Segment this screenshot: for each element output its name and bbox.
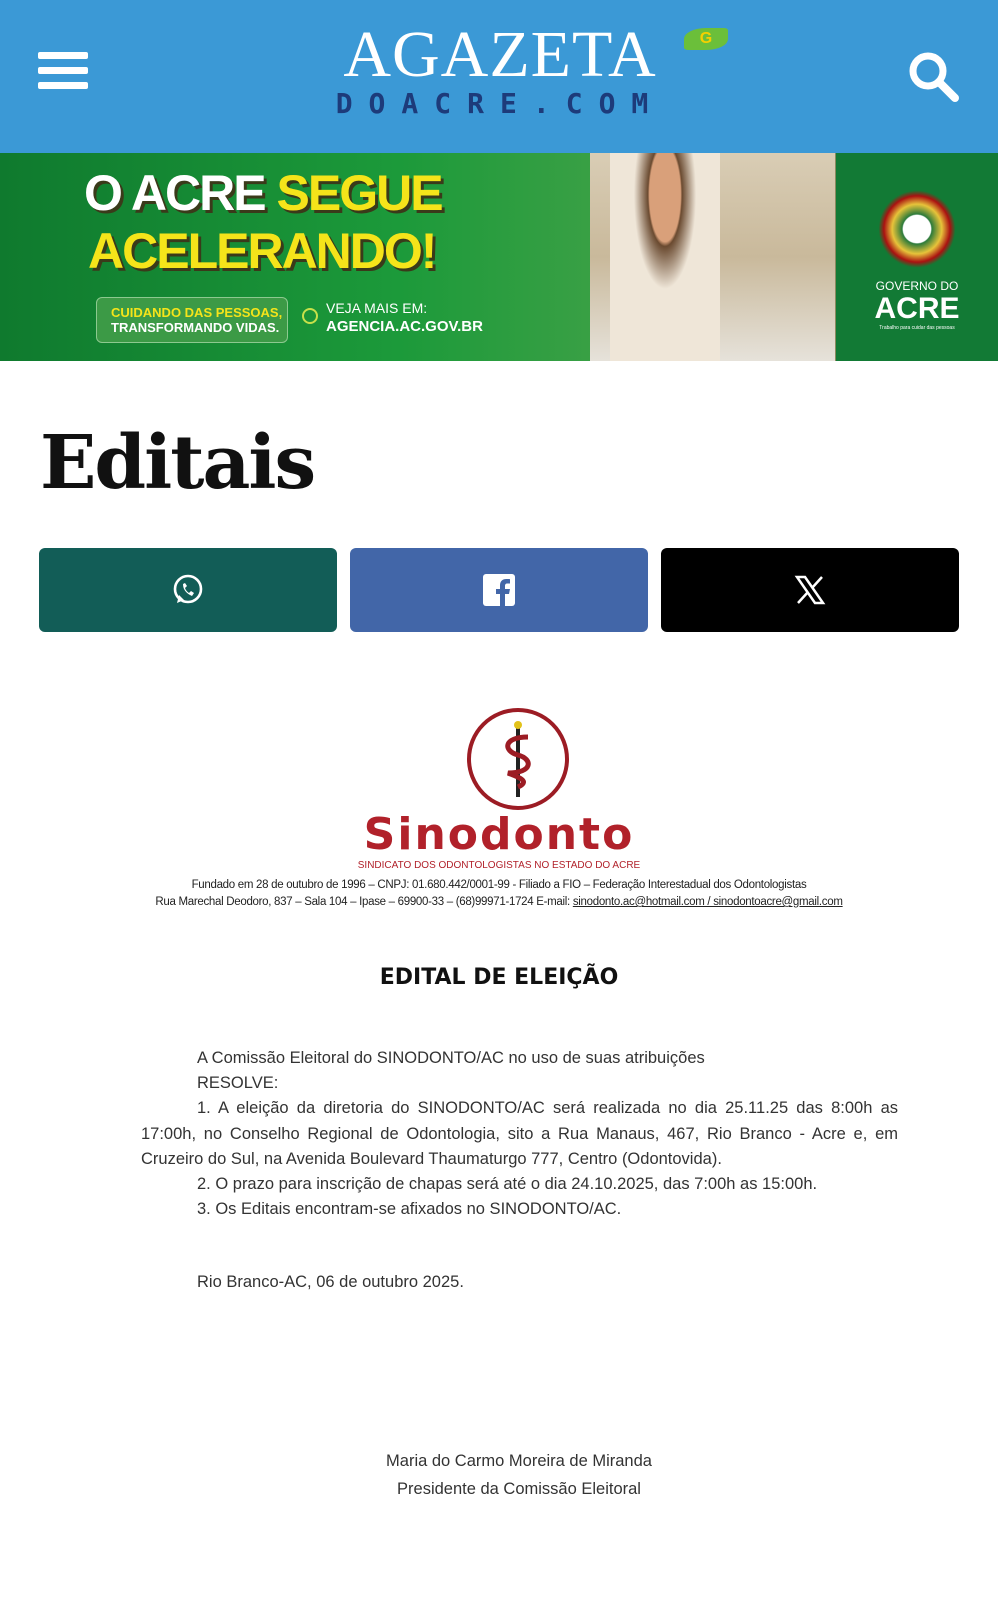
org-name: Sinodonto — [363, 809, 635, 860]
hamburger-icon[interactable] — [38, 52, 88, 92]
page-title: Editais — [40, 420, 315, 506]
logo-sub-text: DOACRE.COM — [335, 87, 665, 120]
signer-role: Presidente da Comissão Eleitoral — [397, 1480, 641, 1498]
logo-badge: G — [684, 28, 728, 50]
share-x-button[interactable] — [661, 548, 959, 632]
document-body: A Comissão Eleitoral do SINODONTO/AC no uso de suas atribuições RESOLVE: 1. A eleição da diretoria do SINODONTO/AC será realizada no dia 25.11.25 das 8:00h as 17:00h, no Conselho Regional de Odontologia, sito a Rua Manaus, 467, Rio Branco - Acre e, em Cruzeiro do Sul, na Avenida Boulevard Thaumaturgo 777, Centro (Odontovida). 2. O prazo para inscrição de chapas será até o dia 24.10.2025, das 7:00h as 15:00h. 3. Os Editais encontram-se afixados no SINODONTO/AC. Rio Branco-AC, 06 de outubro 2025. — [141, 1046, 898, 1296]
banner-photo — [590, 153, 835, 361]
site-header — [0, 0, 998, 153]
org-info: Fundado em 28 de outubro de 1996 – CNPJ: 01.680.442/0001-99 - Filiado a FIO – Federação Interestadual dos Odontologistas Rua Marechal Deodoro, 837 – Sala 104 – Ipase – 69900-33 – (68)99971-1724 E-mail: sinodonto.ac@hotmail.com / sinodontoacre@gmail.com — [155, 879, 843, 908]
government-logo: GOVERNO DO ACRE Trabalho para cuidar das pessoas — [836, 153, 998, 361]
x-icon — [794, 574, 826, 606]
banner-pill: CUIDANDO DAS PESSOAS, TRANSFORMANDO VIDAS. — [96, 297, 288, 343]
signer-name: Maria do Carmo Moreira de Miranda — [386, 1452, 652, 1470]
logo-main-text: AGAZETA — [343, 18, 657, 91]
org-full-name: SINDICATO DOS ODONTOLOGISTAS NO ESTADO DO ACRE — [357, 860, 641, 871]
email-links[interactable]: sinodonto.ac@hotmail.com / sinodontoacre@gmail.com — [572, 896, 843, 908]
coat-of-arms-icon — [879, 189, 955, 269]
banner-headline: O ACRE SEGUE — [84, 165, 442, 221]
whatsapp-icon — [171, 573, 205, 607]
document-heading: EDITAL DE ELEIÇÃO — [379, 965, 619, 990]
globe-icon — [302, 308, 318, 324]
sinodonto-emblem — [467, 708, 569, 810]
share-facebook-button[interactable] — [350, 548, 648, 632]
banner-headline-2: ACELERANDO! — [88, 223, 436, 279]
facebook-icon — [483, 574, 515, 606]
document-date: Rio Branco-AC, 06 de outubro 2025. — [197, 1273, 464, 1292]
search-icon[interactable] — [905, 48, 961, 104]
banner-see-more: VEJA MAIS EM: AGENCIA.AC.GOV.BR — [302, 299, 483, 336]
share-whatsapp-button[interactable] — [39, 548, 337, 632]
caduceus-icon — [493, 719, 543, 799]
ad-banner[interactable] — [0, 153, 998, 361]
site-logo[interactable] — [300, 18, 713, 120]
